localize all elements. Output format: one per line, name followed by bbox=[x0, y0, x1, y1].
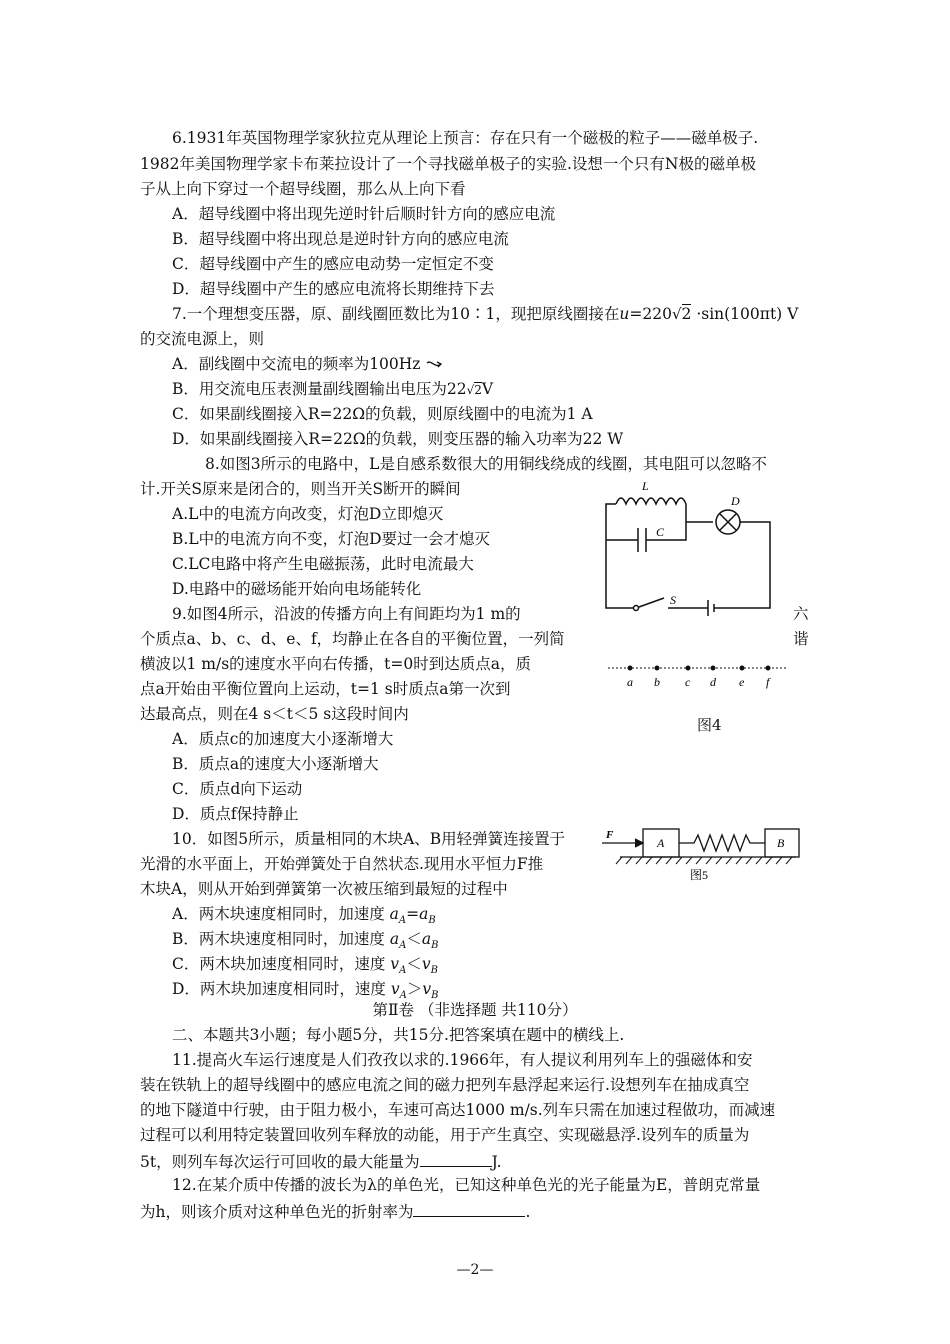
point-e bbox=[740, 666, 745, 671]
circuit-label-s: S bbox=[670, 593, 676, 607]
fig5-caption: 图5 bbox=[690, 868, 709, 882]
fig5-label-b: B bbox=[777, 836, 785, 850]
point-label-f: f bbox=[766, 675, 770, 689]
q6-option-a: A．超导线圈中将出现先逆时针后顺时针方向的感应电流 bbox=[172, 205, 556, 223]
q11-stem-line3: 的地下隧道中行驶，由于阻力极小，车速可高达1000 m/s.列车只需在加速过程做功，而减速 bbox=[140, 1101, 776, 1119]
spring-blocks-diagram bbox=[598, 820, 808, 882]
q10-option-b: B．两木块速度相同时，加速度 $a_A<a_B$ bbox=[172, 930, 439, 952]
q9-stem-line1: 9.如图4所示，沿波的传播方向上有间距均为1 m的 bbox=[172, 605, 521, 623]
q11-stem-line2: 装在铁轨上的超导线圈中的感应电流之间的磁力把列车悬浮起来运行.设想列车在抽成真空 bbox=[140, 1076, 750, 1094]
circuit-label-c: C bbox=[656, 525, 665, 539]
q7-option-a: A．副线圈中交流电的频率为100Hz bbox=[172, 354, 443, 374]
point-c bbox=[686, 666, 691, 671]
q10-stem-line2: 光滑的水平面上，开始弹簧处于自然状态.现用水平恒力F推 bbox=[140, 855, 544, 873]
q10-option-c: C．两木块加速度相同时，速度 $v_A<v_B$ bbox=[172, 955, 438, 977]
point-a bbox=[628, 666, 633, 671]
q7-option-d: D．如果副线圈接入R=22Ω的负载，则变压器的输入功率为22 W bbox=[172, 430, 624, 448]
q10-option-a: A．两木块速度相同时，加速度 $a_A=a_B$ bbox=[172, 905, 436, 927]
circuit-diagram bbox=[598, 478, 778, 618]
q7-formula-u: u bbox=[619, 305, 630, 323]
q11-stem-line4: 过程可以利用特定装置回收列车释放的动能，用于产生真空、实现磁悬浮.设列车的质量为 bbox=[140, 1126, 750, 1144]
q9-stem-line3: 横波以1 m/s的速度水平向右传播，t=0时到达质点a，质 bbox=[140, 655, 531, 673]
fig4-caption: 图4 bbox=[697, 716, 722, 734]
q10-stem-line1: 10．如图5所示，质量相同的木块A、B用轻弹簧连接置于 bbox=[172, 830, 566, 848]
q8-side-text-2: 谐 bbox=[793, 630, 809, 648]
q7-stem-line1: 7.一个理想变压器，原、副线圈匝数比为10∶1，现把原线圈接在u=220√2 ·sin(100πt) V bbox=[172, 305, 799, 323]
section2-intro: 二、本题共3小题；每小题5分，共15分.把答案填在题中的横线上. bbox=[172, 1026, 625, 1044]
q6-option-c: C．超导线圈中产生的感应电动势一定恒定不变 bbox=[172, 255, 494, 273]
point-label-b: b bbox=[654, 675, 660, 689]
q11-answer-blank[interactable] bbox=[420, 1150, 492, 1167]
q12-stem-line1: 12.在某介质中传播的波长为λ的单色光，已知这种单色光的光子能量为E，普朗克常量 bbox=[172, 1176, 761, 1194]
q12-stem-line2: 为h，则该介质对这种单色光的折射率为 . bbox=[140, 1200, 530, 1222]
sqrt-symbol: √ bbox=[466, 383, 475, 397]
point-label-c: c bbox=[685, 675, 691, 689]
q8-stem-line1: 8.如图3所示的电路中，L是自感系数很大的用铜线绕成的线圈，其电阻可以忽略不 bbox=[205, 455, 767, 473]
section2-title: 第Ⅱ卷 （非选择题 共110分） bbox=[372, 1001, 578, 1019]
q11-stem-line1: 11.提高火车运行速度是人们孜孜以求的.1966年，有人提议利用列车上的强磁体和安 bbox=[172, 1051, 753, 1069]
point-f bbox=[766, 666, 771, 671]
point-label-e: e bbox=[739, 675, 745, 689]
q6-stem-line3: 子从上向下穿过一个超导线圈，那么从上向下看 bbox=[140, 180, 466, 198]
fig5-label-a: A bbox=[657, 836, 665, 850]
page-number: —2— bbox=[456, 1262, 494, 1278]
q9-stem-line5: 达最高点，则在4 s＜t＜5 s这段时间内 bbox=[140, 705, 409, 723]
q8-option-d: D.电路中的磁场能开始向电场能转化 bbox=[172, 580, 422, 598]
point-b bbox=[655, 666, 660, 671]
q6-stem-line1: 6.1931年英国物理学家狄拉克从理论上预言：存在只有一个磁极的粒子——磁单极子. bbox=[172, 129, 759, 147]
circuit-label-l: L bbox=[642, 479, 649, 493]
q8-side-text-1: 六 bbox=[793, 605, 809, 623]
circuit-label-d: D bbox=[731, 494, 740, 508]
q10-option-d: D．两木块加速度相同时，速度 $v_A>v_B$ bbox=[172, 980, 439, 1002]
q9-option-c: C．质点d向下运动 bbox=[172, 780, 303, 798]
q9-stem-line2: 个质点a、b、c、d、e、f，均静止在各自的平衡位置，一列简 bbox=[140, 630, 565, 648]
q6-stem-line2: 1982年美国物理学家卡布莱拉设计了一个寻找磁单极子的实验.设想一个只有N极的磁单极 bbox=[140, 155, 756, 173]
q8-option-a: A.L中的电流方向改变，灯泡D立即熄灭 bbox=[172, 505, 444, 523]
q8-option-c: C.LC电路中将产生电磁振荡，此时电流最大 bbox=[172, 555, 474, 573]
q12-answer-blank[interactable] bbox=[413, 1200, 525, 1217]
wave-points-diagram bbox=[608, 660, 788, 690]
q9-option-b: B．质点a的速度大小逐渐增大 bbox=[172, 755, 379, 773]
q10-stem-line3: 木块A，则从开始到弹簧第一次被压缩到最短的过程中 bbox=[140, 880, 508, 898]
q6-option-d: D．超导线圈中产生的感应电流将长期维持下去 bbox=[172, 280, 495, 298]
point-label-d: d bbox=[710, 675, 716, 689]
q8-stem-line2: 计.开关S原来是闭合的，则当开关S断开的瞬间 bbox=[140, 480, 461, 498]
fig5-label-f: F bbox=[606, 829, 614, 841]
q9-stem-line4: 点a开始由平衡位置向上运动，t=1 s时质点a第一次到 bbox=[140, 680, 511, 698]
q9-option-d: D．质点f保持静止 bbox=[172, 805, 299, 823]
point-d bbox=[711, 666, 716, 671]
point-label-a: a bbox=[627, 675, 633, 689]
q8-option-b: B.L中的电流方向不变，灯泡D要过一会才熄灭 bbox=[172, 530, 491, 548]
q7-option-c: C．如果副线圈接入R=22Ω的负载，则原线圈中的电流为1 A bbox=[172, 405, 593, 423]
q7-option-b: B．用交流电压表测量副线圈输出电压为22√2V bbox=[172, 380, 494, 398]
q11-stem-line5: 5t，则列车每次运行可回收的最大能量为 J. bbox=[140, 1150, 502, 1172]
cursor-mark-icon bbox=[425, 359, 443, 371]
q7-stem-line2: 的交流电源上，则 bbox=[140, 330, 265, 348]
q9-option-a: A．质点c的加速度大小逐渐增大 bbox=[172, 730, 394, 748]
sqrt-symbol: √ bbox=[671, 305, 682, 323]
q6-option-b: B．超导线圈中将出现总是逆时针方向的感应电流 bbox=[172, 230, 509, 248]
